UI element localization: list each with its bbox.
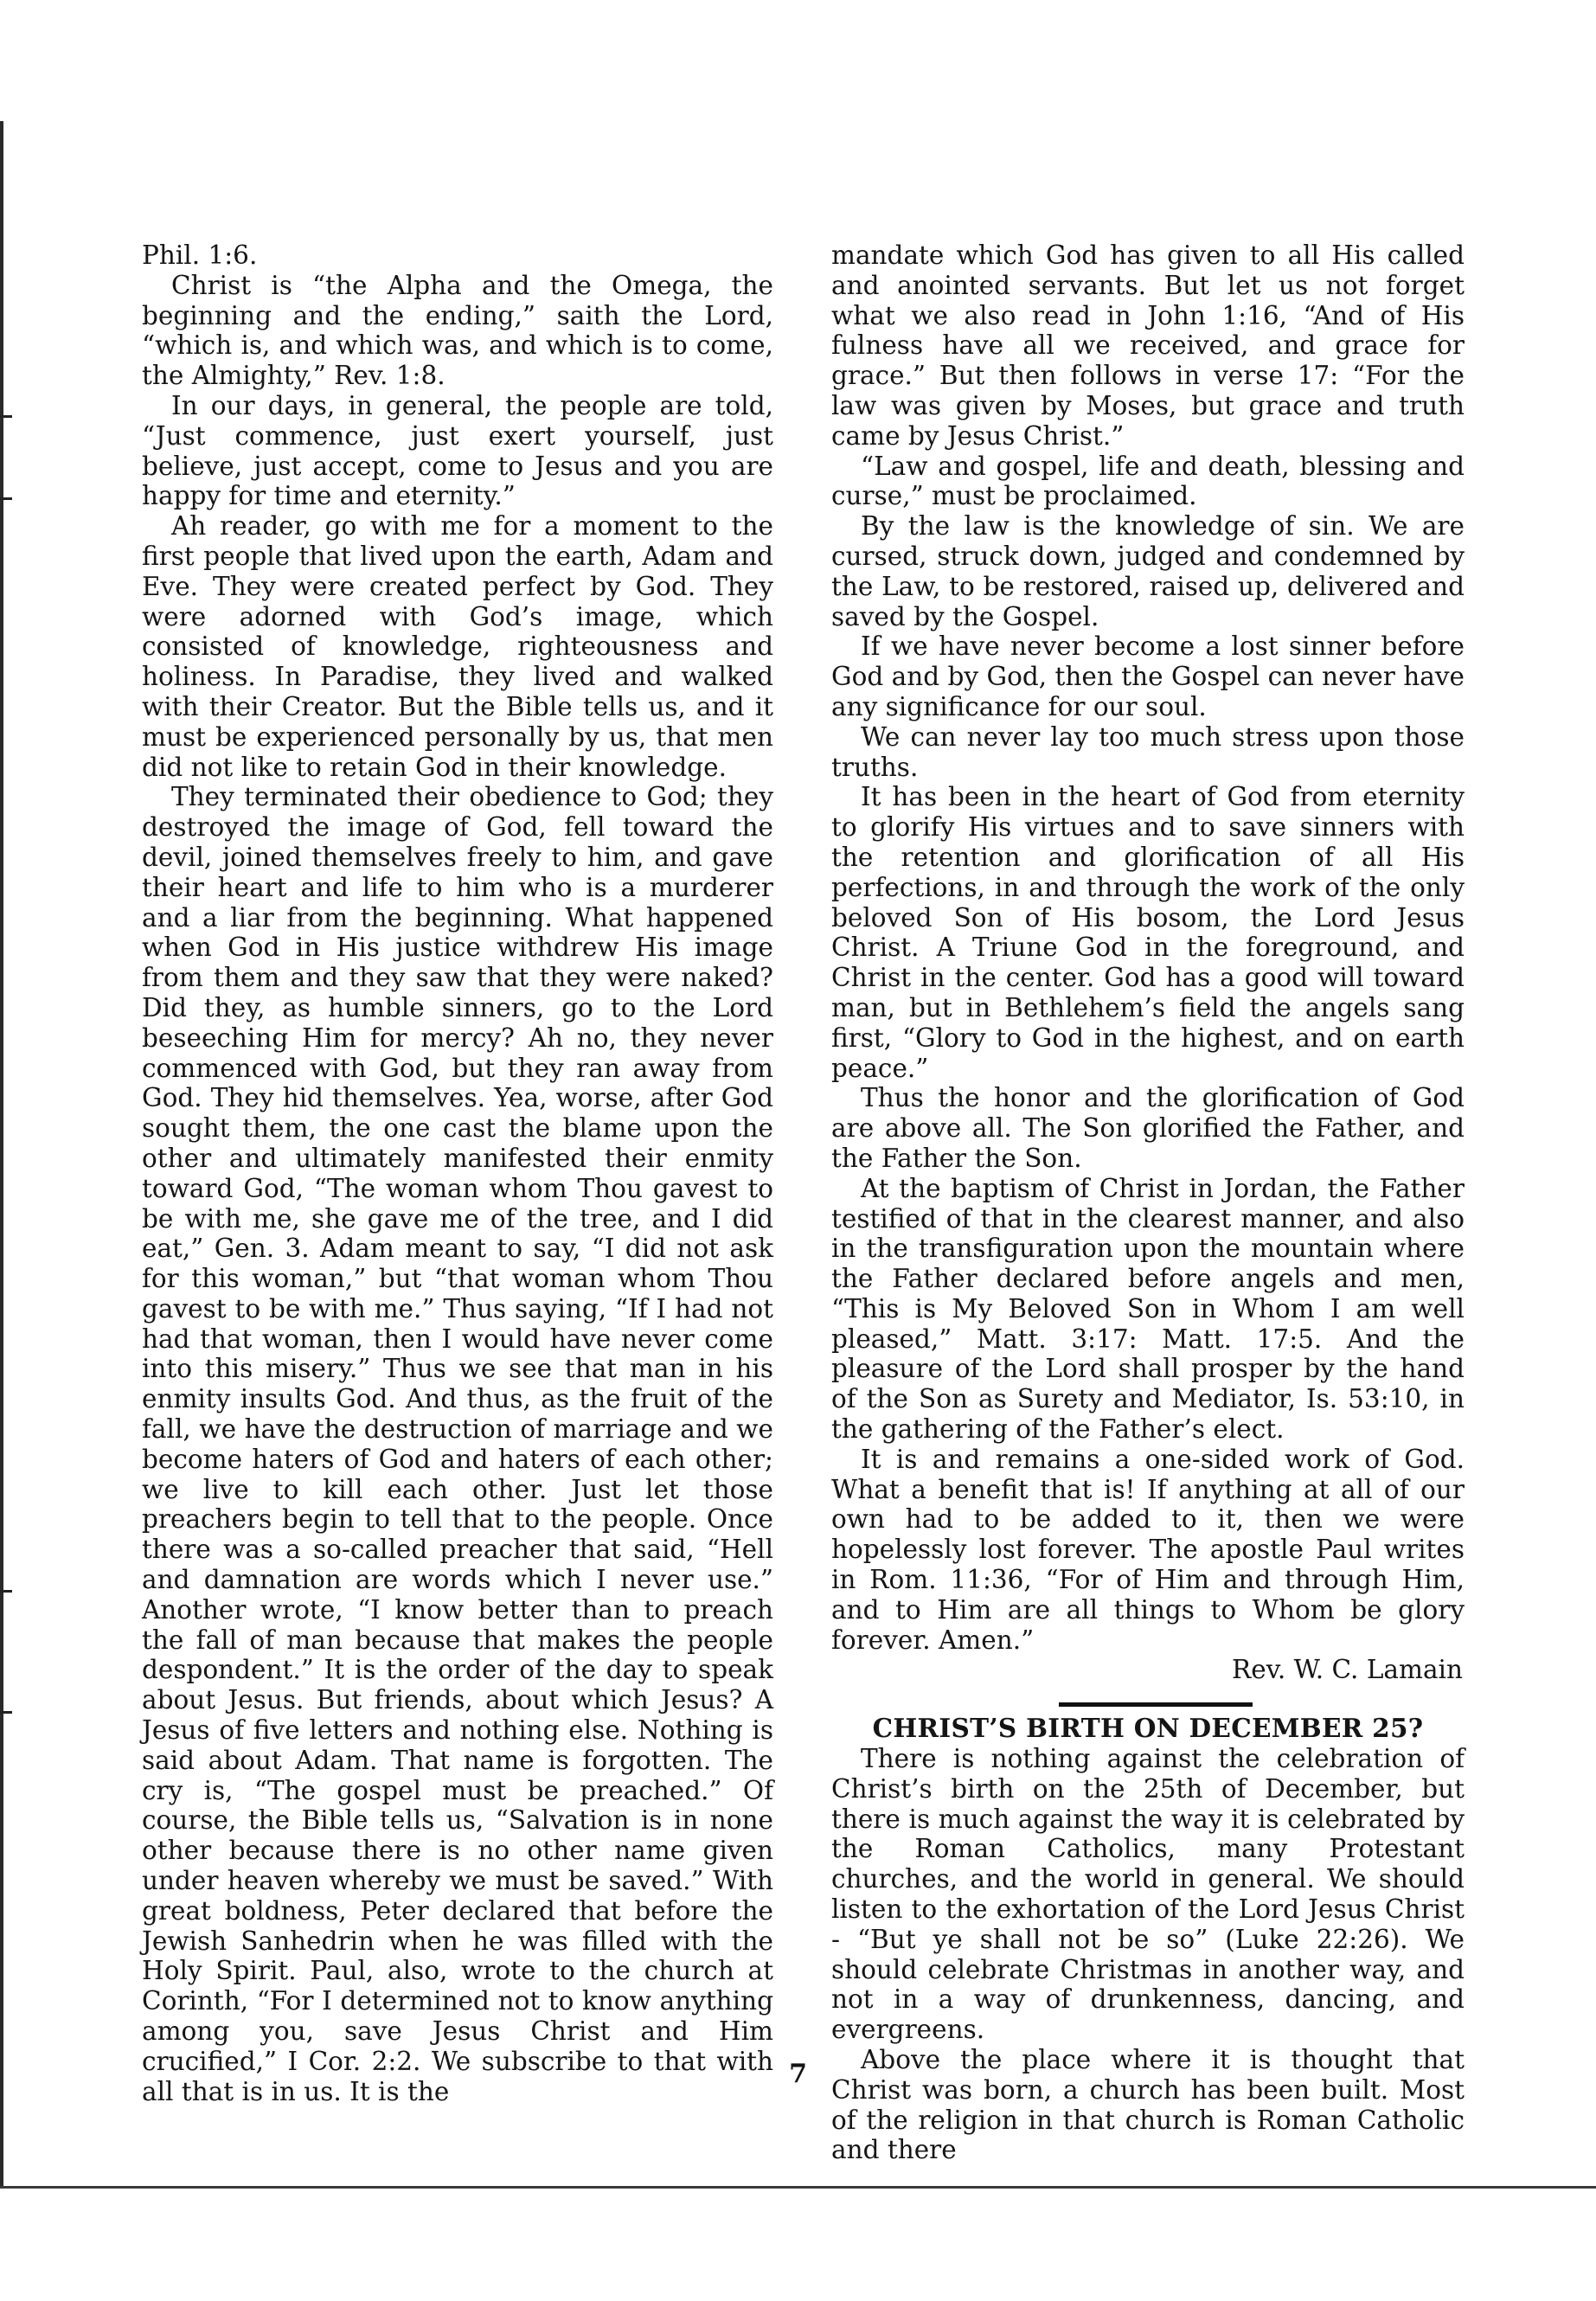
scan-mark	[0, 1711, 12, 1714]
paragraph: By the law is the knowledge of sin. We are cursed, struck down, judged and condemned by the Law, to be restored, raised up, delivered and saved by the Gospel.	[831, 511, 1465, 631]
scan-bottom-edge	[0, 2186, 1596, 2189]
paragraph: “Law and gospel, life and death, blessing and curse,” must be proclaimed.	[831, 451, 1465, 511]
page-number: 7	[789, 2059, 807, 2089]
paragraph: It has been in the heart of God from eternity to glorify His virtues and to save sinners with the retention and glorification of all His perfections, in and through the work of the only beloved Son of His bosom, the Lord Jesus Christ. A Triune God in the foreground, and Christ in the center. God has a good will toward man, but in Bethlehem’s field the angels sang first, “Glory to God in the highest, and on earth peace.”	[831, 782, 1465, 1083]
scan-mark	[0, 497, 12, 500]
article-title: CHRIST’S BIRTH ON DECEMBER 25?	[872, 1713, 1424, 1744]
left-column	[142, 240, 773, 2106]
paragraph: We can never lay too much stress upon those truths.	[831, 721, 1465, 782]
paragraph: There is nothing against the celebration of Christ’s birth on the 25th of December, but there is much against the way it is celebrated by the Roman Catholics, many Protestant churches, and the world in general. We should listen to the exhortation of the Lord Jesus Christ - “But ye shall not be so” (Luke 22:26). We should celebrate Christmas in another way, and not in a way of drunkenness, dancing, and evergreens.	[831, 1744, 1465, 2045]
paragraph: mandate which God has given to all His called and anointed servants. But let us not forget what we also read in John 1:16, “And of His fulness have all we received, and grace for grace.” But then follows in verse 17: “For the law was given by Moses, but grace and truth came by Jesus Christ.”	[831, 240, 1465, 451]
paragraph: At the baptism of Christ in Jordan, the Father testified of that in the clearest manner, and also in the transfiguration upon the mountain where the Father declared before angels and men, “This is My Beloved Son in Whom I am well pleased,” Matt. 3:17: Matt. 17:5. And the pleasure of the Lord shall prosper by the hand of the Son as Surety and Mediator, Is. 53:10, in the gathering of the Father’s elect.	[831, 1173, 1465, 1445]
scan-mark	[0, 1590, 12, 1593]
paragraph: Ah reader, go with me for a moment to the first people that lived upon the earth, Adam and Eve. They were created perfect by God. They were adorned with God’s image, which consisted of knowledge, righteousness and holiness. In Paradise, they lived and walked with their Creator. But the Bible tells us, and it must be experienced personally by us, that men did not like to retain God in their knowledge.	[142, 511, 773, 782]
right-column	[831, 240, 1465, 2165]
scan-left-edge	[0, 121, 3, 2189]
paragraph: In our days, in general, the people are told, “Just commence, just exert yourself, just believe, just accept, come to Jesus and you are happy for time and eternity.”	[142, 390, 773, 511]
section-divider	[1059, 1702, 1253, 1707]
paragraph: Thus the honor and the glorification of God are above all. The Son glorified the Father, and the Father the Son.	[831, 1083, 1465, 1173]
paragraph: It is and remains a one-sided work of God. What a benefit that is! If anything at all of our own had to be added to it, then we were hopelessly lost forever. The apostle Paul writes in Rom. 11:36, “For of Him and through Him, and to Him are all things to Whom be glory forever. Amen.”	[831, 1444, 1465, 1655]
paragraph: They terminated their obedience to God; they destroyed the image of God, fell toward the devil, joined themselves freely to him, and gave their heart and life to him who is a murderer and a liar from the beginning. What happened when God in His justice withdrew His image from them and they saw that they were naked? Did they, as humble sinners, go to the Lord beseeching Him for mercy? Ah no, they never commenced with God, but they ran away from God. They hid themselves. Yea, worse, after God sought them, the one cast the blame upon the other and ultimately manifested their enmity toward God, “The woman whom Thou gavest to be with me, she gave me of the tree, and I did eat,” Gen. 3. Adam meant to say, “I did not ask for this woman,” but “that woman whom Thou gavest to be with me.” Thus saying, “If I had not had that woman, then I would have never come into this misery.” Thus we see that man in his enmity insults God. And thus, as the fruit of the fall, we have the destruction of marriage and we become haters of God and haters of each other; we live to kill each other. Just let those preachers begin to tell that to the people. Once there was a so-called preacher that said, “Hell and damnation are words which I never use.” Another wrote, “I know better than to preach the fall of man because that makes the people despondent.” It is the order of the day to speak about Jesus. But friends, about which Jesus? A Jesus of five letters and nothing else. Nothing is said about Adam. That name is forgotten. The cry is, “The gospel must be preached.” Of course, the Bible tells us, “Salvation is in none other because there is no other name given under heaven whereby we must be saved.” With great boldness, Peter declared that before the Jewish Sanhedrin when he was filled with the Holy Spirit. Paul, also, wrote to the church at Corinth, “For I determined not to know anything among you, save Jesus Christ and Him crucified,” I Cor. 2:2. We subscribe to that with all that is in us. It is the	[142, 782, 773, 2106]
paragraph: Phil. 1:6.	[142, 240, 258, 270]
scan-mark	[0, 415, 12, 418]
paragraph: If we have never become a lost sinner before God and by God, then the Gospel can never have any significance for our soul.	[831, 631, 1465, 721]
author-signature: Rev. W. C. Lamain	[1232, 1655, 1463, 1685]
paragraph: Above the place where it is thought that Christ was born, a church has been built. Most of the religion in that church is Roman Catholic and there	[831, 2045, 1465, 2165]
paragraph: Christ is “the Alpha and the Omega, the beginning and the ending,” saith the Lord, “which is, and which was, and which is to come, the Almighty,” Rev. 1:8.	[142, 270, 773, 391]
